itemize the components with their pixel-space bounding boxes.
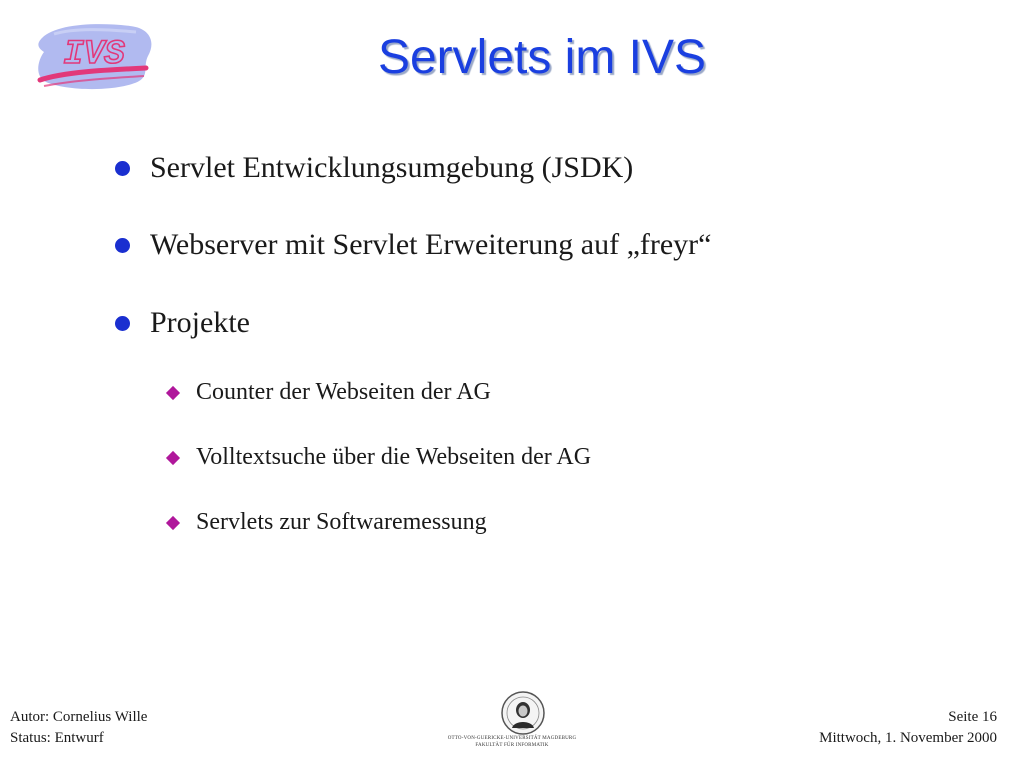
subbullet-item: Volltextsuche über die Webseiten der AG [196, 444, 592, 470]
logo-text: IVS [63, 36, 125, 74]
faculty-name: FAKULTÄT FÜR INFORMATIK [475, 743, 549, 748]
footer-page-info [819, 707, 997, 749]
bullet-item: Webserver mit Servlet Erweiterung auf „freyr“ [150, 228, 712, 261]
bullet-dot-icon [115, 161, 130, 176]
footer-status: Status: Entwurf [10, 730, 104, 746]
subbullet-item: Servlets zur Softwaremessung [196, 509, 487, 535]
subbullet-item: Counter der Webseiten der AG [196, 379, 491, 405]
footer-date: Mittwoch, 1. November 2000 [819, 730, 997, 746]
subbullet-diamond-icon [166, 386, 180, 400]
slide-title: Servlets im IVS [377, 31, 707, 84]
page-number: Seite 16 [948, 709, 997, 725]
bullet-dot-icon [115, 238, 130, 253]
bullet-item: Servlet Entwicklungsumgebung (JSDK) [150, 151, 634, 184]
university-seal-icon [500, 690, 546, 736]
footer-author: Autor: Cornelius Wille [10, 709, 148, 725]
bullet-dot-icon [115, 316, 130, 331]
bullet-item: Projekte [150, 306, 250, 339]
subbullet-diamond-icon [166, 451, 180, 465]
footer-meta [10, 707, 147, 749]
university-name: OTTO-VON-GUERICKE-UNIVERSITÄT MAGDEBURG [447, 736, 577, 741]
subbullet-diamond-icon [166, 516, 180, 530]
